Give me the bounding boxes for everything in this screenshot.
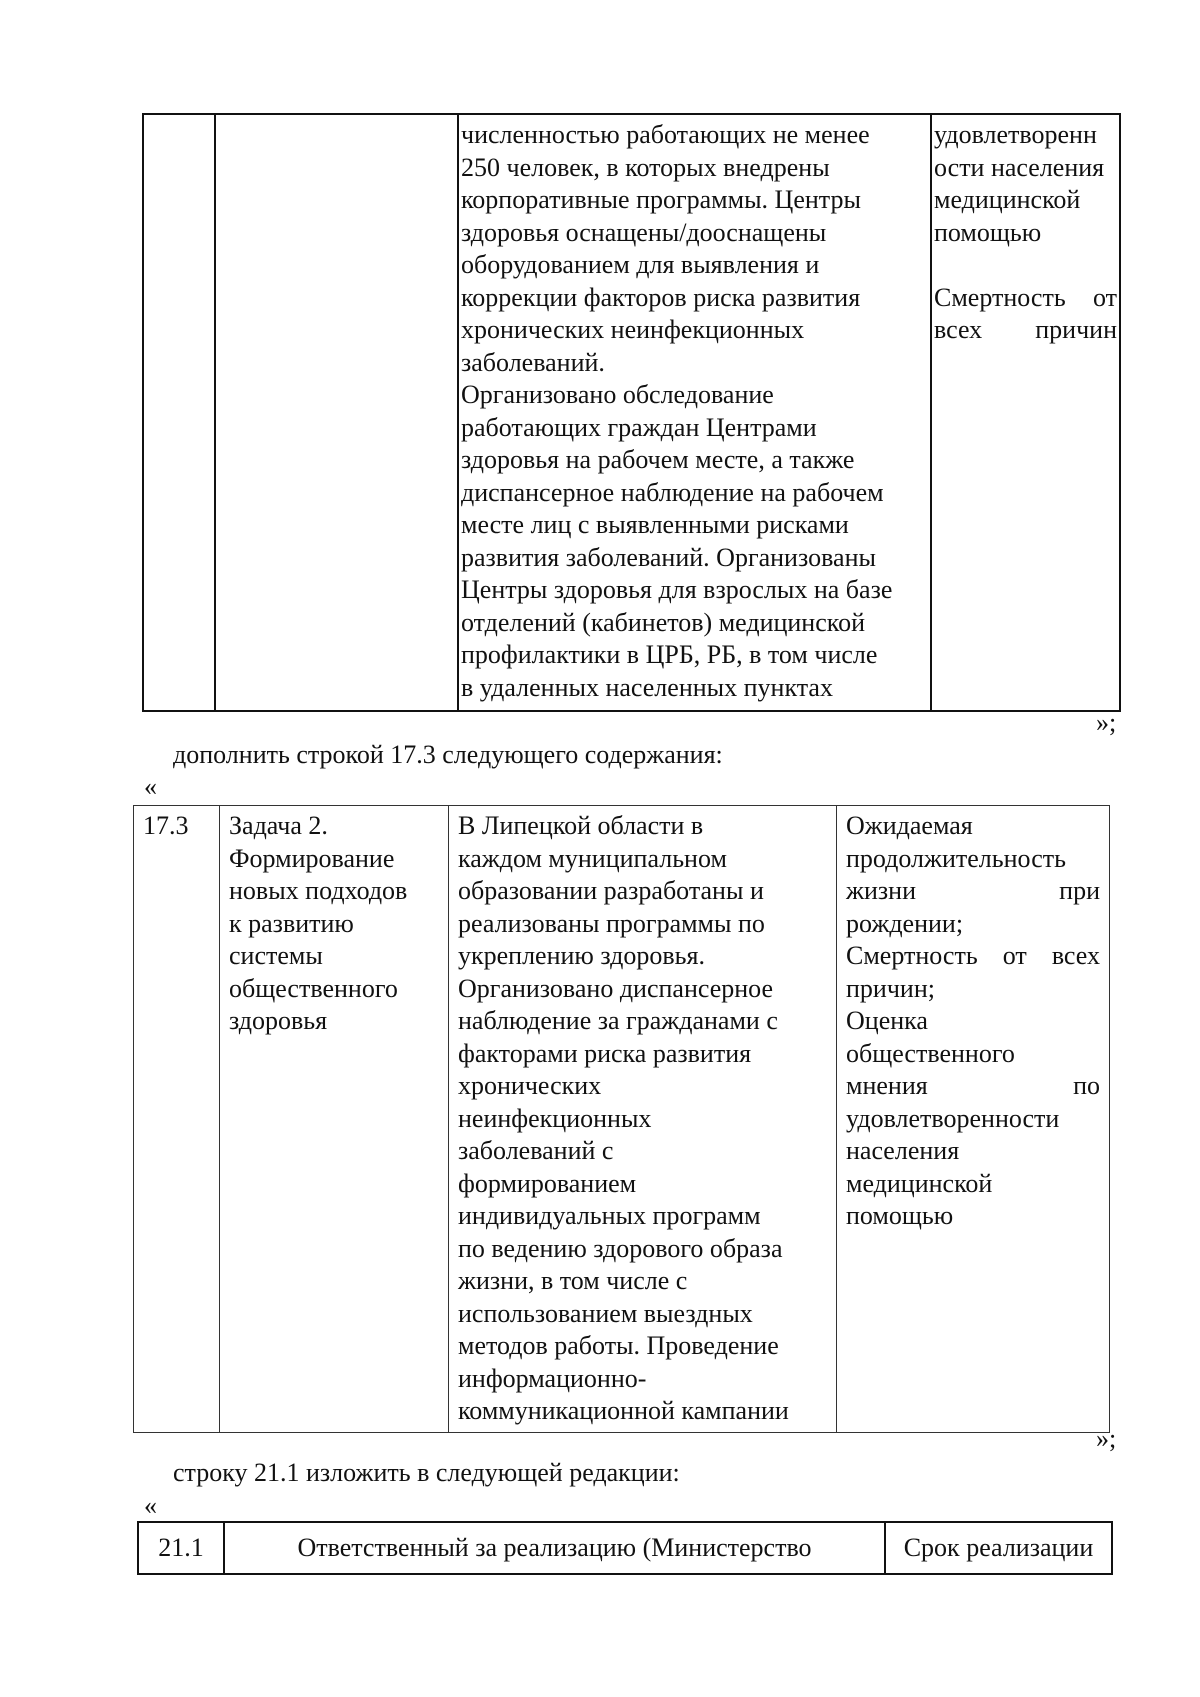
text-line: к развитию	[229, 908, 354, 938]
cell-number-empty	[143, 114, 215, 711]
text-line: информационно-	[458, 1363, 647, 1393]
word: всех	[1051, 941, 1100, 970]
text-line: отделений (кабинетов) медицинской	[461, 607, 865, 637]
cell-number	[134, 806, 220, 1433]
text-line: методов работы. Проведение	[458, 1331, 779, 1360]
text-line: общественного	[846, 1038, 1015, 1068]
cell-result	[449, 806, 837, 1433]
text-line: по ведению здорового образа	[458, 1233, 783, 1263]
text-line: общественного	[229, 973, 398, 1003]
amendment-paragraph: дополнить строкой 17.3 следующего содержания:	[173, 740, 723, 769]
text-line: хронических	[458, 1071, 602, 1100]
text-line: медицинской	[934, 185, 1081, 214]
text-line-justified	[934, 282, 1117, 315]
text-line: месте лиц с выявленными рисками	[461, 510, 849, 539]
text-line: заболеваний с	[458, 1136, 614, 1165]
text-line: Задача 2.	[229, 811, 328, 840]
opening-quote: «	[144, 772, 157, 801]
text-line: жизни, в том числе с	[458, 1266, 688, 1295]
text-line-justified	[846, 875, 1100, 908]
blank-line	[934, 249, 1117, 282]
text-line-justified	[934, 314, 1117, 347]
text-line: реализованы программы по	[458, 908, 765, 938]
table-row-21-1	[137, 1521, 1113, 1575]
text-line: хронических неинфекционных	[461, 315, 805, 344]
text-line: Формирование	[229, 843, 395, 873]
text-line: Организовано диспансерное	[458, 973, 774, 1003]
cell-task-empty	[215, 114, 458, 711]
word: жизни	[846, 876, 916, 905]
text-line: индивидуальных программ	[458, 1201, 761, 1230]
text-line: системы	[229, 941, 323, 970]
text-line: удовлетворенности	[846, 1103, 1060, 1133]
cell-indicators	[931, 114, 1120, 711]
text-line: здоровья оснащены/дооснащены	[461, 217, 827, 247]
text-line: неинфекционных	[458, 1103, 652, 1133]
text-line: здоровья на рабочем месте, а также	[461, 445, 855, 474]
text-line: медицинской	[846, 1168, 993, 1198]
cell-task	[220, 806, 449, 1433]
table-continuation	[142, 113, 1121, 712]
text-line: каждом муниципальном	[458, 843, 727, 873]
word: причин	[1035, 315, 1117, 344]
text-line: профилактики в ЦРБ, РБ, в том числе	[461, 640, 878, 669]
cell-responsible: Ответственный за реализацию (Министерство	[224, 1522, 885, 1574]
text-line: ости населения	[934, 152, 1105, 182]
text-line: развития заболеваний. Организованы	[461, 542, 876, 572]
text-line: диспансерное наблюдение на рабочем	[461, 477, 884, 507]
word: всех	[934, 315, 983, 344]
text-line: В Липецкой области в	[458, 811, 704, 840]
cell-number: 21.1	[138, 1522, 224, 1574]
text-line: работающих граждан Центрами	[461, 412, 817, 442]
closing-quote: »;	[1096, 1424, 1117, 1453]
table-row	[138, 1522, 1112, 1574]
word: при	[1059, 876, 1100, 905]
cell-deadline: Срок реализации	[885, 1522, 1112, 1574]
text-line: рождении;	[846, 908, 964, 938]
text-line: коррекции факторов риска развития	[461, 282, 861, 312]
text-line: факторами риска развития	[458, 1038, 752, 1068]
closing-quote: »;	[1096, 708, 1117, 737]
text-line: здоровья	[229, 1006, 328, 1035]
table-row-17-3	[133, 805, 1110, 1433]
word: Смертность	[934, 282, 1066, 312]
text-line: коммуникационной кампании	[458, 1396, 789, 1425]
text-line: образовании разработаны и	[458, 876, 764, 905]
word: мнения	[846, 1071, 928, 1100]
text-line: причин;	[846, 973, 935, 1003]
word: Смертность	[846, 941, 978, 970]
text-line-justified	[846, 940, 1100, 973]
row-number: 17.3	[143, 811, 189, 840]
cell-result	[458, 114, 931, 711]
text-line: оборудованием для выявления и	[461, 250, 820, 279]
text-line: численностью работающих не менее	[461, 120, 870, 149]
text-line: укреплению здоровья.	[458, 941, 705, 970]
text-line: Ожидаемая	[846, 811, 973, 840]
text-line: населения	[846, 1136, 960, 1165]
table-row	[143, 114, 1120, 711]
text-line: Организовано обследование	[461, 380, 774, 409]
text-line: заболеваний.	[461, 347, 605, 377]
text-line: помощью	[846, 1201, 954, 1230]
text-line: 250 человек, в которых внедрены	[461, 152, 830, 182]
text-line: использованием выездных	[458, 1298, 753, 1328]
text-line: Оценка	[846, 1006, 928, 1035]
text-line: формированием	[458, 1168, 637, 1198]
text-line: удовлетворенн	[934, 120, 1097, 149]
word: от	[1002, 941, 1027, 970]
table-row	[134, 806, 1110, 1433]
text-line: новых подходов	[229, 876, 408, 905]
text-line-justified	[846, 1070, 1100, 1103]
text-line: помощью	[934, 217, 1042, 247]
text-line: продолжительность	[846, 843, 1066, 873]
opening-quote: «	[144, 1491, 157, 1520]
text-line: наблюдение за гражданами с	[458, 1006, 778, 1035]
word: по	[1073, 1071, 1100, 1100]
text-line: в удаленных населенных пунктах	[461, 672, 833, 702]
text-line: Центры здоровья для взрослых на базе	[461, 575, 893, 604]
word: от	[1092, 282, 1117, 312]
text-line: корпоративные программы. Центры	[461, 185, 861, 214]
amendment-paragraph: строку 21.1 изложить в следующей редакции:	[173, 1458, 680, 1487]
cell-indicators	[837, 806, 1110, 1433]
